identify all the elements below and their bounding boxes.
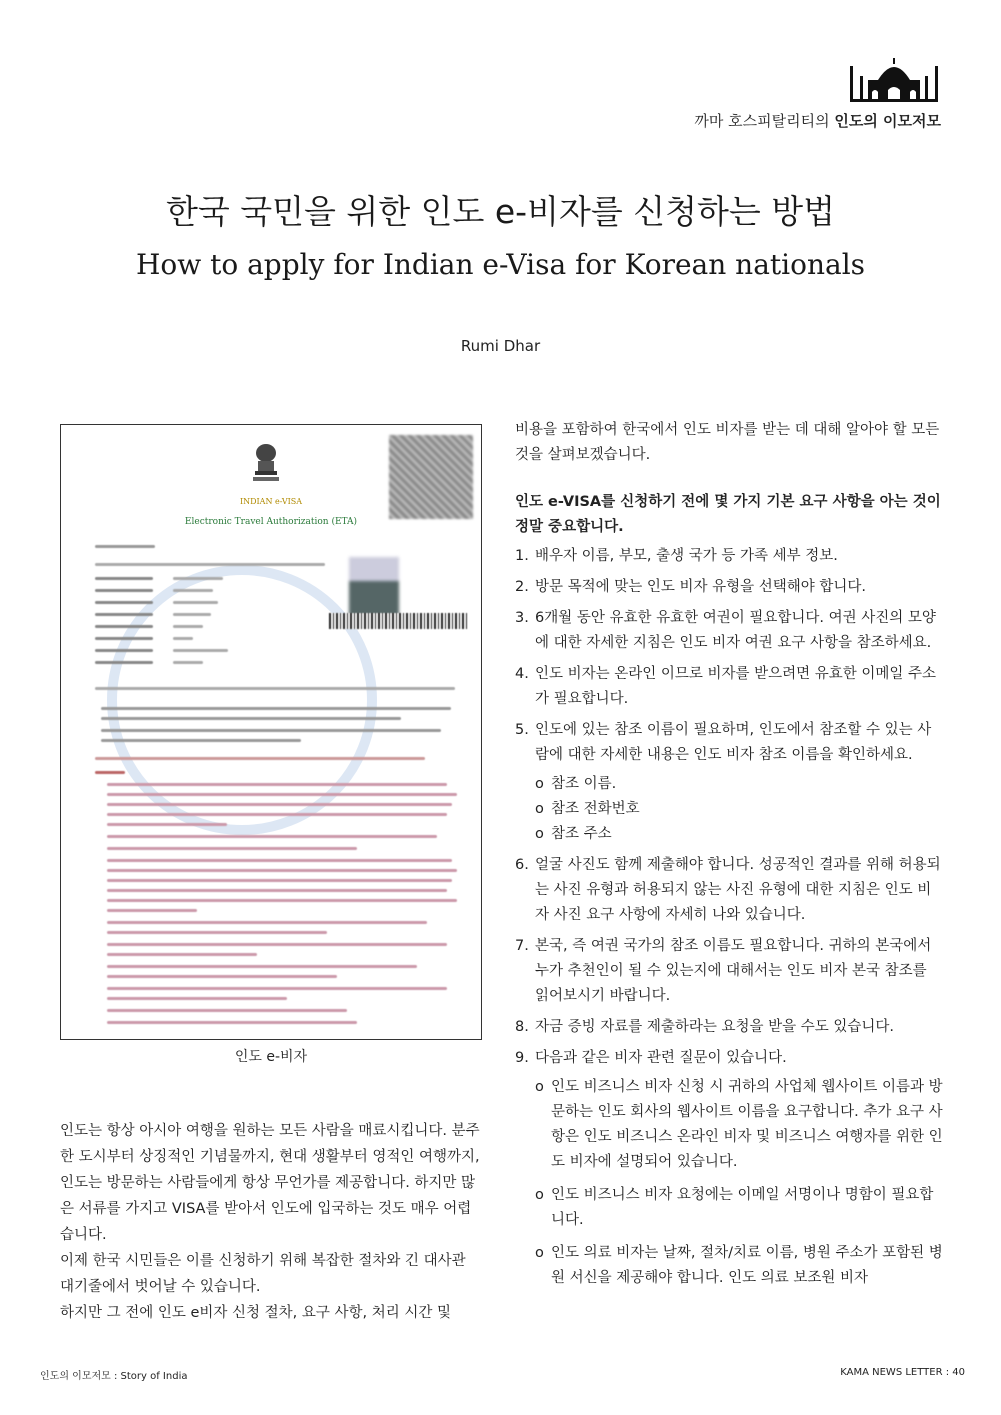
list-item: 2. 방문 목적에 맞는 인도 비자 유형을 선택해야 합니다.: [515, 579, 867, 595]
right-column-text: [515, 418, 943, 1299]
requirements-heading: 인도 e-VISA를 신청하기 전에 몇 가지 기본 요구 사항을 아는 것이 정말 중요합니다.: [515, 494, 941, 535]
sub-list-item: o 참조 주소: [535, 826, 612, 842]
list-item: 8. 자금 증빙 자료를 제출하라는 요청을 받을 수도 있습니다.: [515, 1019, 895, 1035]
taj-mahal-icon: [850, 58, 938, 102]
series-title: 까마 호스피탈리티의 인도의 이모저모: [694, 112, 941, 130]
qr-code: [389, 435, 473, 519]
list-item: 6. 얼굴 사진도 함께 제출해야 합니다. 성공적인 결과를 위해 허용되는 사진 유형과 허용되지 않는 사진 유형에 대한 지침은 인도 비자 사진 요구 사항에 자세히 나와 있습니다.: [515, 857, 941, 923]
sub-list-item: o 인도 비즈니스 비자 신청 시 귀하의 사업체 웹사이트 이름과 방문하는 인도 회사의 웹사이트 이름을 요구합니다. 추가 요구 사항은 인도 비즈니스 온라인 비자 및 비즈니스 여행자를 위한 인도 비자에 설명되어 있습니다.: [535, 1079, 943, 1170]
sub-list-item: o 참조 전화번호: [535, 801, 640, 817]
reference-sub-list: [535, 772, 943, 847]
barcode: [329, 613, 467, 629]
list-item: 7. 본국, 즉 여권 국가의 참조 이름도 필요합니다. 귀하의 본국에서 누가 추천인이 될 수 있는지에 대해서는 인도 비자 본국 참조를 읽어보시기 바랍니다.: [515, 938, 932, 1004]
figure-caption: 인도 e-비자: [234, 1049, 308, 1065]
sub-list-item: o 인도 의료 비자는 날짜, 절차/치료 이름, 병원 주소가 포함된 병원 서신을 제공해야 합니다. 인도 의료 보조원 비자: [535, 1245, 943, 1286]
visa-question-sub-list: [535, 1075, 943, 1291]
document-heading: INDIAN e-VISA: [239, 497, 303, 506]
author-name: Rumi Dhar: [460, 337, 541, 355]
article-title-korean: 한국 국민을 위한 인도 e-비자를 신청하는 방법: [166, 192, 835, 231]
footer-right: KAMA NEWS LETTER : 40: [840, 1367, 965, 1378]
list-item: 5. 인도에 있는 참조 이름이 필요하며, 인도에서 참조할 수 있는 사람에 대한 자세한 내용은 인도 비자 참조 이름을 확인하세요. o 참조 이름. o 참조 전화번호 o 참조 주소: [515, 718, 943, 847]
sub-list-item: o 참조 이름.: [535, 776, 617, 792]
intro-paragraph: 비용을 포함하여 한국에서 인도 비자를 받는 데 대해 알아야 할 모든 것을 살펴보겠습니다.: [515, 422, 940, 463]
list-item: 4. 인도 비자는 온라인 이므로 비자를 받으려면 유효한 이메일 주소가 필요합니다.: [515, 666, 937, 707]
list-item: 9. 다음과 같은 비자 관련 질문이 있습니다. o 인도 비즈니스 비자 신청 시 귀하의 사업체 웹사이트 이름과 방문하는 인도 회사의 웹사이트 이름을 요구합니다. 추가 요구 사항은 인도 비즈니스 온라인 비자 및 비즈니스 여행자를 위한 인도 비자에 설명되어 있습니다. o 인도 비즈니스 비자 요청에는 이메일 서명이나 명함이 필요합니다. o 인도 의료 비자는 날짜, 절차/치료 이름, 병원 주소가 포함된 병원 서신을 제공해야 합니다. 인도 의료 보조원 비자: [515, 1046, 943, 1291]
list-item: 1. 배우자 이름, 부모, 출생 국가 등 가족 세부 정보.: [515, 548, 838, 564]
evisa-document-image: [60, 424, 482, 1040]
article-title-english: How to apply for Indian e-Visa for Korean nationals: [135, 248, 866, 281]
requirements-list: [515, 544, 943, 1291]
applicant-photo: [349, 557, 399, 617]
paragraph: 인도는 항상 아시아 여행을 원하는 모든 사람을 매료시킵니다. 분주한 도시부터 상징적인 기념물까지, 현대 생활부터 영적인 여행까지, 인도는 방문하는 사람들에게 항상 무언가를 제공합니다. 하지만 많은 서류를 가지고 VISA를 받아서 인도에 입국하는 것도 매우 어렵습니다.: [60, 1123, 480, 1243]
document-subheading: Electronic Travel Authorization (ETA): [184, 517, 358, 527]
ashoka-emblem-icon: [249, 443, 283, 485]
series-title-bold: 인도의 이모저모: [834, 112, 941, 130]
sub-list-item: o 인도 비즈니스 비자 요청에는 이메일 서명이나 명함이 필요합니다.: [535, 1187, 934, 1228]
paragraph: 하지만 그 전에 인도 e비자 신청 절차, 요구 사항, 처리 시간 및: [60, 1305, 451, 1321]
footer-left: 인도의 이모저모 : Story of India: [40, 1371, 188, 1382]
list-item: 3. 6개월 동안 유효한 유효한 여권이 필요합니다. 여권 사진의 모양에 대한 자세한 지침은 인도 비자 여권 요구 사항을 참조하세요.: [515, 610, 936, 651]
paragraph: 이제 한국 시민들은 이를 신청하기 위해 복잡한 절차와 긴 대사관 대기줄에서 벗어날 수 있습니다.: [60, 1253, 466, 1295]
left-column-text: [60, 1118, 482, 1326]
